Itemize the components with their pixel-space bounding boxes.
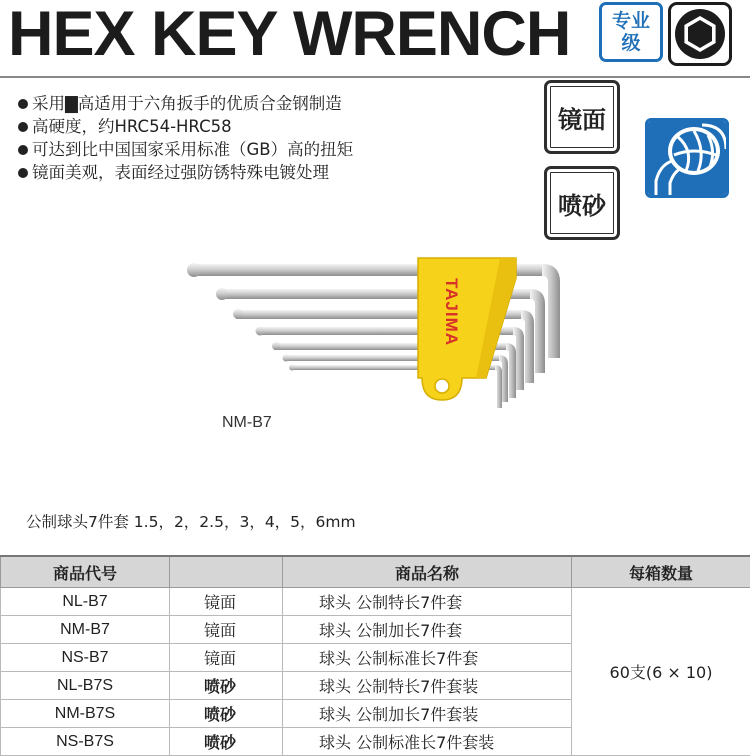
mirror-finish-badge: 镜面 (544, 80, 620, 154)
hex-key-set-image (180, 238, 580, 422)
product-code: NL-B7 (1, 588, 170, 616)
table-row (1, 588, 750, 616)
product-finish: 喷砂 (170, 700, 283, 728)
grade-badge-line1: 专业 (612, 10, 650, 32)
product-finish: 镜面 (170, 588, 283, 616)
column-header-finish (170, 556, 283, 588)
column-header-quantity: 每箱数量 (572, 556, 750, 588)
column-header-code: 商品代号 (1, 556, 170, 588)
product-code: NL-B7S (1, 672, 170, 700)
product-code: NS-B7 (1, 644, 170, 672)
size-specification: 公制球头7件套 1.5，2，2.5，3，4，5，6mm (26, 510, 356, 532)
product-name: 球头 公制加长7件套装 (283, 700, 572, 728)
table-header-row (1, 556, 750, 588)
grade-badge-line2: 级 (621, 32, 640, 54)
product-model-caption: NM-B7 (222, 414, 272, 432)
product-code: NM-B7S (1, 700, 170, 728)
product-finish: 镜面 (170, 616, 283, 644)
column-header-name: 商品名称 (283, 556, 572, 588)
page-title: HEX KEY WRENCH (8, 0, 570, 74)
product-spec-table (0, 555, 750, 756)
product-finish: 喷砂 (170, 728, 283, 756)
feature-item: 可达到比中国国家采用标准（GB）高的扭矩 (18, 138, 538, 161)
product-name: 球头 公制标准长7件套 (283, 644, 572, 672)
product-code: NS-B7S (1, 728, 170, 756)
hexagon-socket-icon (668, 2, 732, 66)
ball-end-hex-icon (645, 118, 729, 198)
header-divider (0, 76, 750, 78)
product-name: 球头 公制标准长7件套装 (283, 728, 572, 756)
product-finish: 喷砂 (170, 672, 283, 700)
feature-item: 镜面美观，表面经过强防锈特殊电镀处理 (18, 161, 538, 184)
feature-list (18, 92, 538, 184)
product-name: 球头 公制特长7件套装 (283, 672, 572, 700)
brand-logo: TAJIMA (442, 278, 461, 346)
professional-grade-badge (599, 2, 663, 62)
case-quantity: 60支(6 × 10) (572, 588, 750, 756)
sandblast-finish-badge: 喷砂 (544, 166, 620, 240)
feature-item: 高硬度，约HRC54-HRC58 (18, 115, 538, 138)
feature-item: 采用▇高适用于六角扳手的优质合金钢制造 (18, 92, 538, 115)
product-name: 球头 公制特长7件套 (283, 588, 572, 616)
product-name: 球头 公制加长7件套 (283, 616, 572, 644)
product-code: NM-B7 (1, 616, 170, 644)
product-finish: 镜面 (170, 644, 283, 672)
